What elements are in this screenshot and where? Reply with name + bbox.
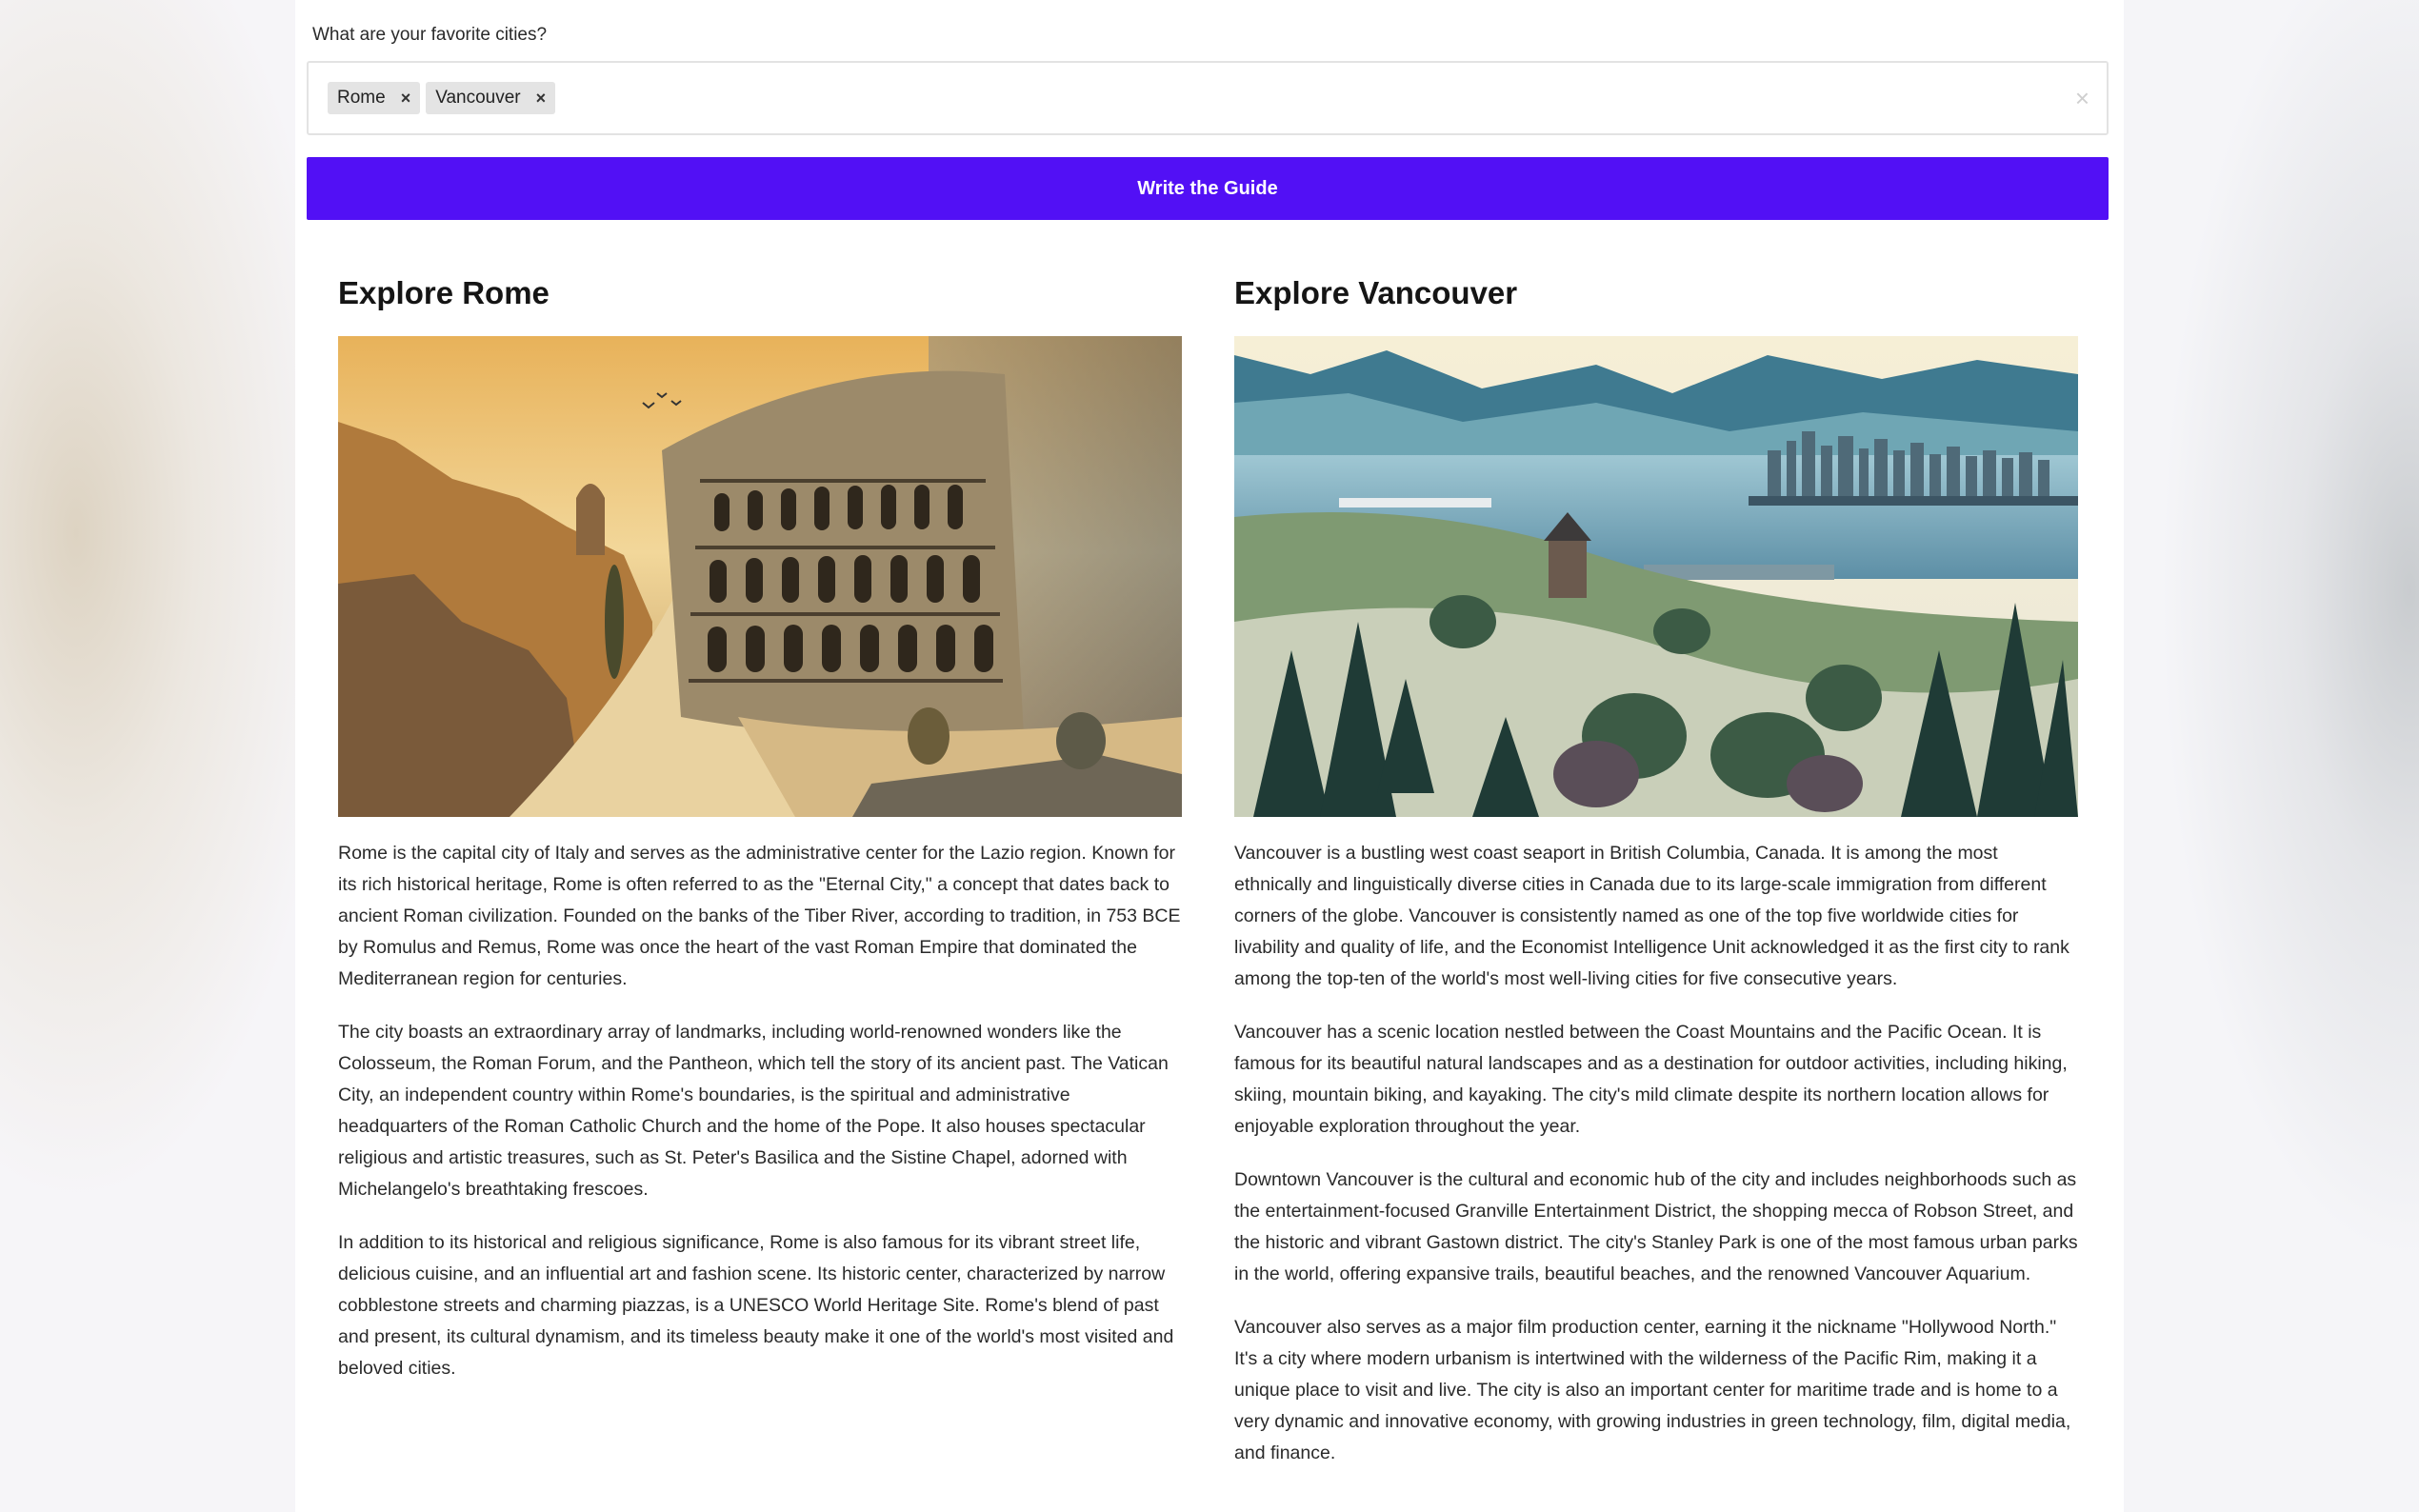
guide-title: Explore Rome xyxy=(338,275,550,310)
tag-vancouver xyxy=(426,82,555,114)
colosseum-illustration xyxy=(338,336,1182,817)
tag-label: Vancouver xyxy=(435,88,521,108)
guide-title: Explore Vancouver xyxy=(1234,275,1518,310)
page-background-right xyxy=(2124,0,2419,1512)
remove-tag-icon[interactable]: × xyxy=(535,88,547,108)
guide-column-rome xyxy=(338,274,1182,1384)
guide-paragraph: Vancouver has a scenic location nestled between the Coast Mountains and the Pacific Ocean. It is famous for its beautiful natural landscapes and as a destination for outdoor activities, including hiking, skiing, mountain biking, and kayaking. The city's mild climate despite its northern location allows for enjoyable exploration throughout the year. xyxy=(1234,1022,2068,1137)
remove-tag-icon[interactable]: × xyxy=(400,88,411,108)
guide-app xyxy=(295,0,2124,1512)
write-guide-button[interactable]: Write the Guide xyxy=(307,157,2109,220)
guide-paragraph: Downtown Vancouver is the cultural and economic hub of the city and includes neighborhoods such as the entertainment-focused Granville Entertainment District, the shopping mecca of Robson Street, and the historic and vibrant Gastown district. The city's Stanley Park is one of the most famous urban parks in the world, offering expansive trails, beautiful beaches, and the renowned Vancouver Aquarium. xyxy=(1234,1169,2078,1284)
clear-all-icon[interactable]: × xyxy=(2074,84,2089,112)
cities-tag-input[interactable] xyxy=(307,61,2109,135)
tag-label: Rome xyxy=(337,88,386,108)
guide-paragraph: Vancouver is a bustling west coast seaport in British Columbia, Canada. It is among the most ethnically and linguistically diverse cities in Canada due to its large-scale immigration from different corners of the globe. Vancouver is consistently named as one of the top five worldwide cities for livability and quality of life, and the Economist Intelligence Unit acknowledged it as the first city to rank among the top-ten of the world's most well-living cities for five consecutive years. xyxy=(1234,843,2069,989)
guide-paragraph: In addition to its historical and religious significance, Rome is also famous for its vibrant street life, delicious cuisine, and an influential art and fashion scene. Its historic center, characterized by narrow cobblestone streets and charming piazzas, is a UNESCO World Heritage Site. Rome's blend of past and present, its cultural dynamism, and its timeless beauty make it one of the world's most visited and beloved cities. xyxy=(338,1232,1174,1379)
vancouver-landscape-illustration xyxy=(1234,336,2078,817)
cities-question-label: What are your favorite cities? xyxy=(312,25,548,45)
guide-column-vancouver xyxy=(1234,274,2078,1469)
guide-paragraph: The city boasts an extraordinary array of landmarks, including world-renowned wonders like the Colosseum, the Roman Forum, and the Pantheon, which tell the story of its ancient past. The Vatican City, an independent country within Rome's boundaries, is the spiritual and administrative headquarters of the Roman Catholic Church and the home of the Pope. It also houses spectacular religious and artistic treasures, such as St. Peter's Basilica and the Sistine Chapel, adorned with Michelangelo's breathtaking frescoes. xyxy=(338,1022,1169,1200)
guide-paragraph: Vancouver also serves as a major film production center, earning it the nickname "Hollywood North." It's a city where modern urbanism is intertwined with the wilderness of the Pacific Rim, making it a unique place to visit and live. The city is also an important center for maritime trade and is home to a very dynamic and innovative economy, with growing industries in green technology, film, digital media, and finance. xyxy=(1234,1317,2071,1463)
tag-rome xyxy=(328,82,420,114)
guide-paragraph: Rome is the capital city of Italy and serves as the administrative center for the Lazio region. Known for its rich historical heritage, Rome is often referred to as the "Eternal City," a concept that dates back to ancient Roman civilization. Founded on the banks of the Tiber River, according to tradition, in 753 BCE by Romulus and Remus, Rome was once the heart of the vast Roman Empire that dominated the Mediterranean region for centuries. xyxy=(338,843,1181,989)
